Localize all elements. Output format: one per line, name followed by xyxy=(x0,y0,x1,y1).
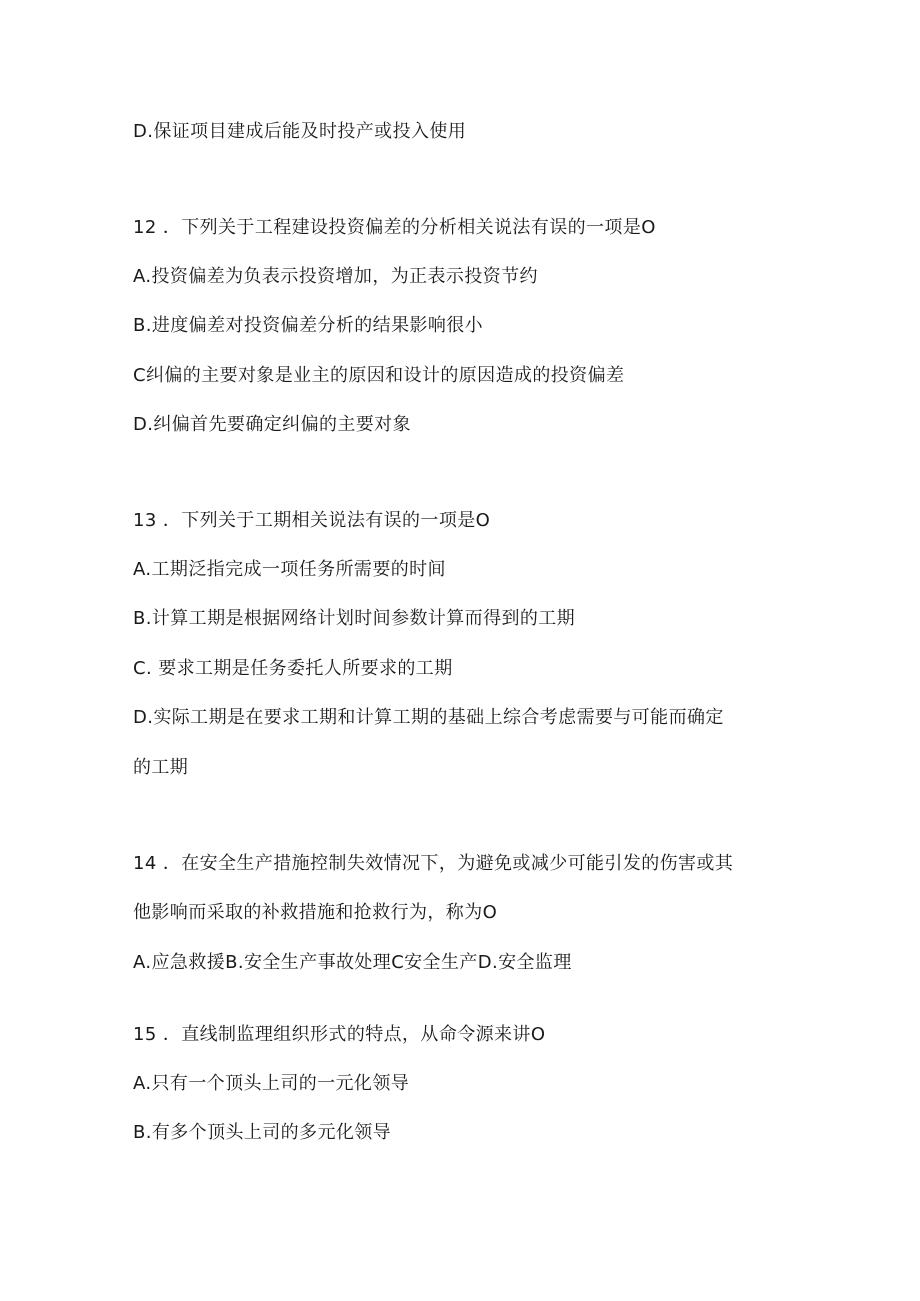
q15-stem: 15 ．直线制监理组织形式的特点，从命令源来讲O xyxy=(133,1024,546,1045)
q13-option-a: A.工期泛指完成一项任务所需要的时间 xyxy=(133,559,446,580)
q12-stem: 12 ．下列关于工程建设投资偏差的分析相关说法有误的一项是O xyxy=(133,217,656,238)
q14-stem-line1: 14 ．在安全生产措施控制失效情况下，为避免或减少可能引发的伤害或其 xyxy=(133,853,734,874)
q12-option-a: A.投资偏差为负表示投资增加，为正表示投资节约 xyxy=(133,266,538,287)
q13-option-d-line2: 的工期 xyxy=(133,757,189,778)
q13-option-d-line1: D.实际工期是在要求工期和计算工期的基础上综合考虑需要与可能而确定 xyxy=(133,707,724,728)
q12-option-c: C纠偏的主要对象是业主的原因和设计的原因造成的投资偏差 xyxy=(133,365,625,386)
q13-option-b: B.计算工期是根据网络计划时间参数计算而得到的工期 xyxy=(133,608,576,629)
q11-option-d: D.保证项目建成后能及时投产或投入使用 xyxy=(133,121,467,142)
q13-option-c: C. 要求工期是任务委托人所要求的工期 xyxy=(133,658,453,679)
q12-option-b: B.进度偏差对投资偏差分析的结果影响很小 xyxy=(133,315,484,336)
q14-stem-line2: 他影响而采取的补救措施和抢救行为，称为O xyxy=(133,902,498,923)
q12-option-d: D.纠偏首先要确定纠偏的主要对象 xyxy=(133,414,411,435)
q15-option-b: B.有多个顶头上司的多元化领导 xyxy=(133,1122,392,1143)
q13-stem: 13 ．下列关于工期相关说法有误的一项是O xyxy=(133,510,491,531)
q15-option-a: A.只有一个顶头上司的一元化领导 xyxy=(133,1073,410,1094)
q14-options: A.应急救援B.安全生产事故处理C安全生产D.安全监理 xyxy=(133,952,572,973)
